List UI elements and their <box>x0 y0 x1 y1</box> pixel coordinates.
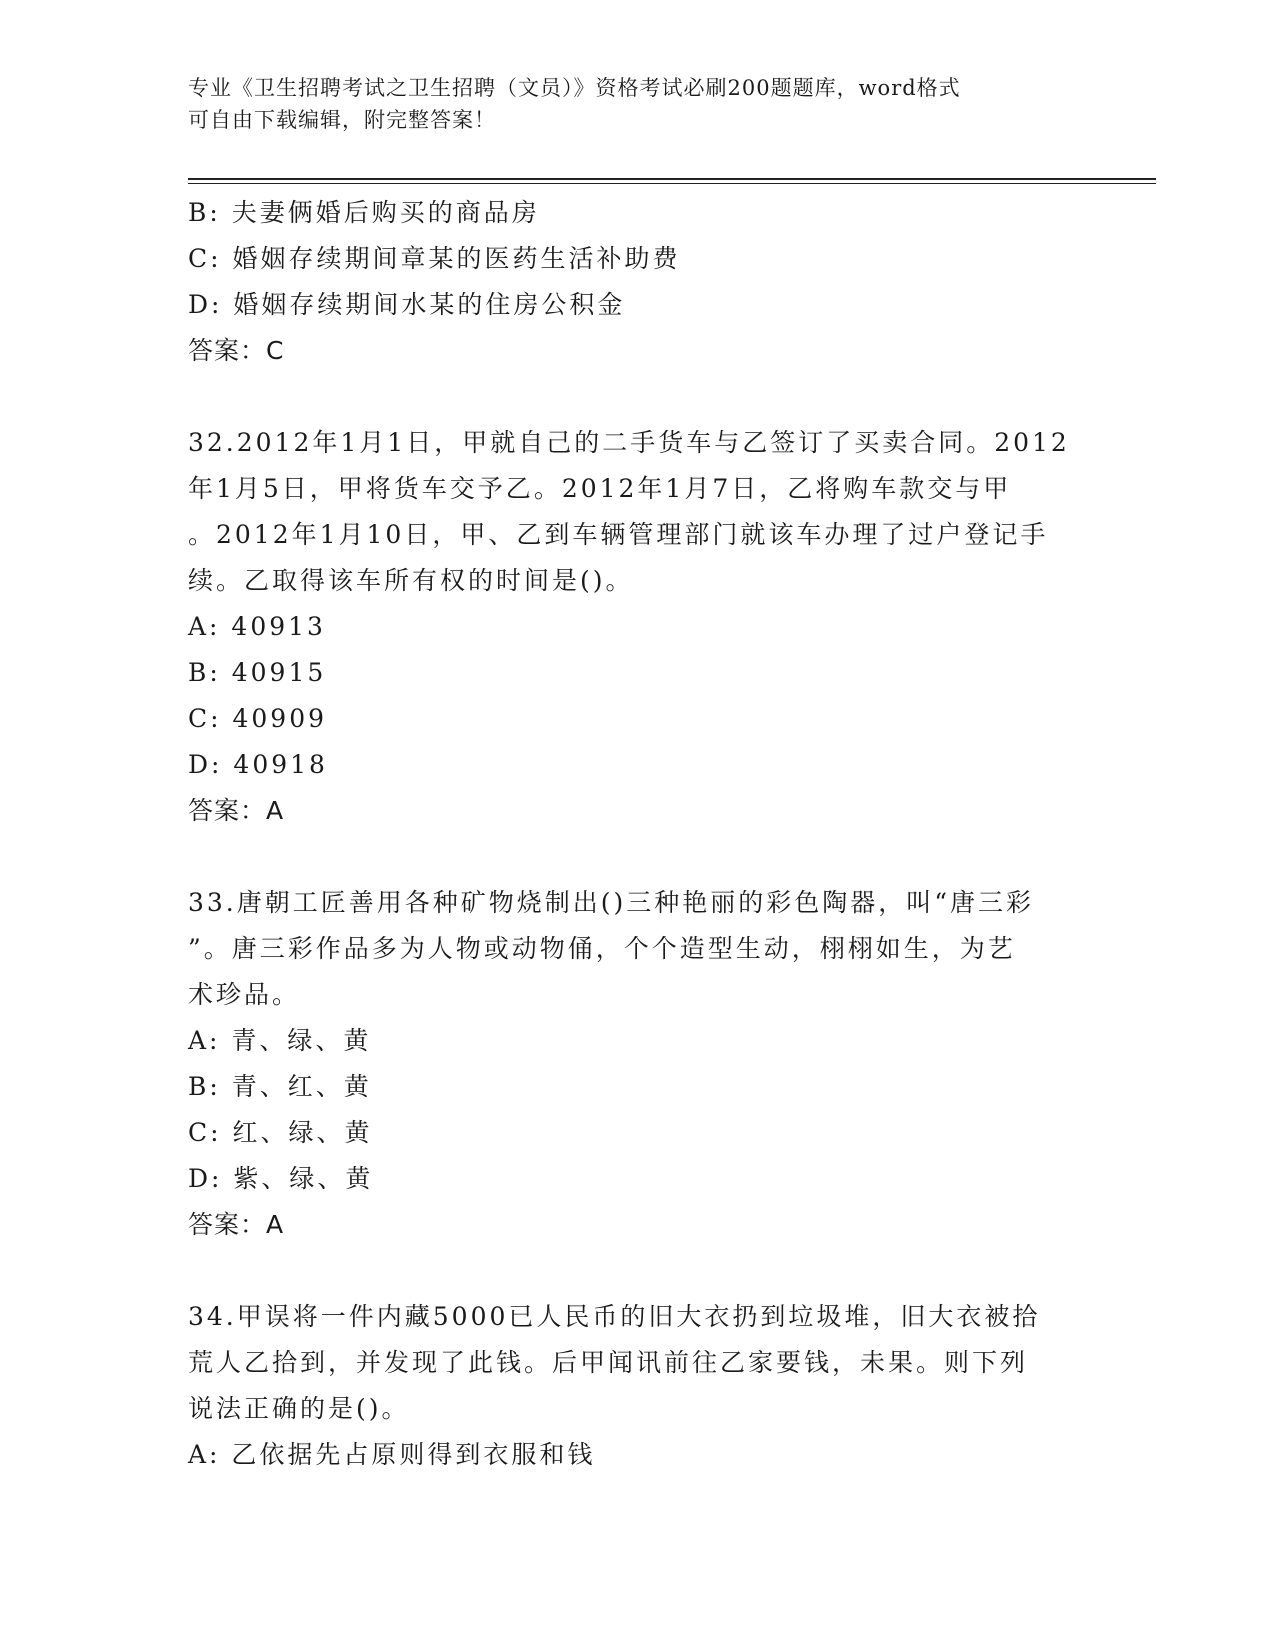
header-line-2: 可自由下载编辑，附完整答案！ <box>188 108 496 132</box>
question-31-tail <box>188 190 1088 374</box>
question-stem-line: ”。唐三彩作品多为人物或动物俑，个个造型生动，栩栩如生，为艺 <box>188 934 1016 963</box>
question-33 <box>188 880 1088 1248</box>
question-stem-line: 33.唐朝工匠善用各种矿物烧制出()三种艳丽的彩色陶器，叫“唐三彩 <box>188 888 1035 917</box>
question-stem-line: 说法正确的是()。 <box>188 1394 410 1423</box>
header-line-1: 专业《卫生招聘考试之卫生招聘（文员）》资格考试必刷200题题库，word格式 <box>188 76 961 100</box>
question-32 <box>188 420 1088 834</box>
answer-label: 答案：A <box>188 796 285 825</box>
option-b: B: 40915 <box>188 658 327 687</box>
option-a: A: 40913 <box>188 612 326 641</box>
question-spacer <box>188 374 1088 420</box>
question-stem-line: 34.甲误将一件内藏5000已人民币的旧大衣扔到垃圾堆，旧大衣被拾 <box>188 1302 1041 1331</box>
option-a: A: 青、绿、黄 <box>188 1026 372 1055</box>
option-c: C: 婚姻存续期间章某的医药生活补助费 <box>188 244 681 273</box>
option-b: B: 夫妻俩婚后购买的商品房 <box>188 198 540 227</box>
option-a: A: 乙依据先占原则得到衣服和钱 <box>188 1440 596 1469</box>
answer-label: 答案：A <box>188 1210 285 1239</box>
option-c: C: 40909 <box>188 704 328 733</box>
question-stem-line: 荒人乙拾到，并发现了此钱。后甲闻讯前往乙家要钱，未果。则下列 <box>188 1348 1029 1377</box>
option-d: D: 40918 <box>188 750 328 779</box>
option-b: B: 青、红、黄 <box>188 1072 372 1101</box>
question-stem-line: 术珍品。 <box>188 980 301 1009</box>
answer-label: 答案：C <box>188 336 285 365</box>
option-c: C: 红、绿、黄 <box>188 1118 373 1147</box>
question-stem-line: 年1月5日，甲将货车交予乙。2012年1月7日，乙将购车款交与甲 <box>188 474 1012 503</box>
question-spacer <box>188 1248 1088 1294</box>
header-divider-thick <box>188 178 1156 180</box>
question-stem-line: 。2012年1月10日，甲、乙到车辆管理部门就该车办理了过户登记手 <box>188 520 1049 549</box>
question-stem-line: 32.2012年1月1日，甲就自己的二手货车与乙签订了买卖合同。2012 <box>188 428 1070 457</box>
question-stem-line: 续。乙取得该车所有权的时间是()。 <box>188 566 634 595</box>
question-34 <box>188 1294 1088 1478</box>
document-header <box>188 72 1068 136</box>
option-d: D: 紫、绿、黄 <box>188 1164 374 1193</box>
question-spacer <box>188 834 1088 880</box>
option-d: D: 婚姻存续期间水某的住房公积金 <box>188 290 626 319</box>
header-divider-thin <box>188 183 1156 184</box>
document-body <box>188 190 1088 1478</box>
